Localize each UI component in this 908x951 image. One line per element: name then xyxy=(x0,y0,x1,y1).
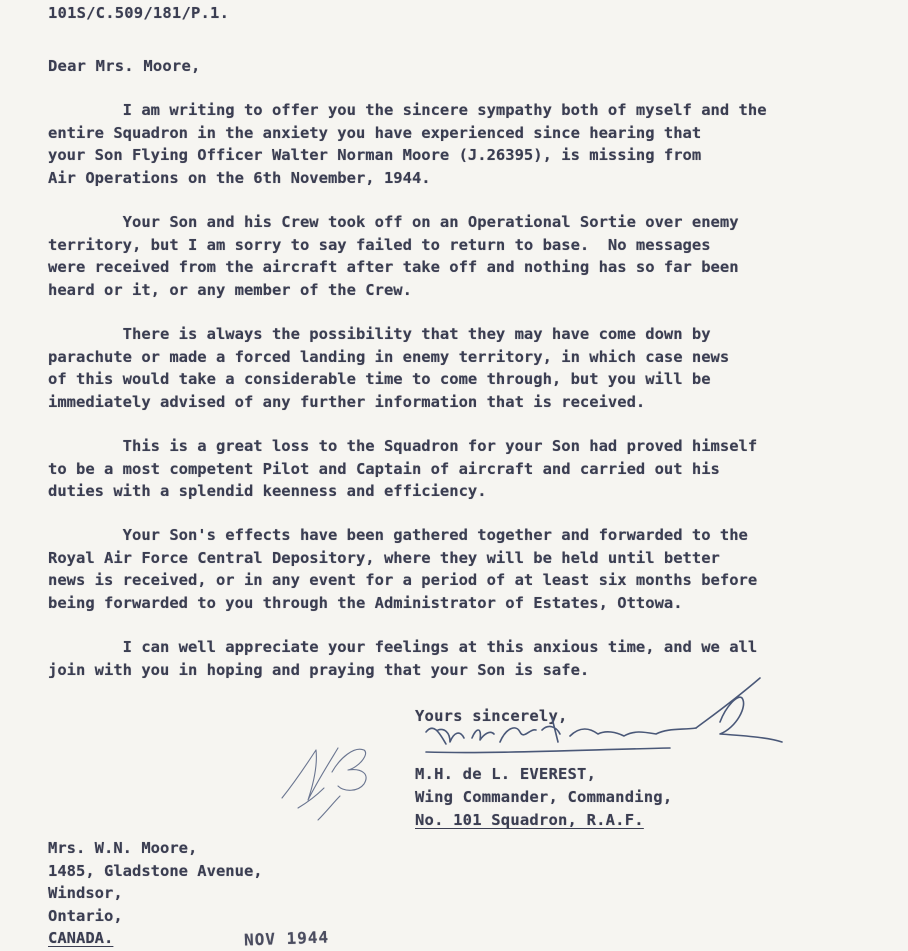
address-line: Ontario, xyxy=(48,906,123,925)
reference-number: 101S/C.509/181/P.1. xyxy=(48,4,230,22)
signature-everest xyxy=(420,672,790,777)
paragraph-5 xyxy=(48,524,898,614)
squadron-unit: No. 101 Squadron, R.A.F. xyxy=(415,811,644,829)
salutation: Dear Mrs. Moore, xyxy=(48,57,201,75)
paragraph-1 xyxy=(48,99,898,189)
paragraph-line: territory, but I am sorry to say failed to return to base. No messages xyxy=(48,235,711,254)
date-stamp: NOV 1944 xyxy=(243,927,330,950)
paragraph-line: of this would take a considerable time to come through, but you will be xyxy=(48,370,711,388)
paragraph-line: duties with a splendid keenness and efficiency. xyxy=(48,482,487,500)
paragraph-line: entire Squadron in the anxiety you have experienced since hearing that xyxy=(48,123,702,142)
paragraph-line: being forwarded to you through the Administrator of Estates, Ottowa. xyxy=(48,593,683,612)
paragraph-line: Royal Air Force Central Depository, where they will be held until better xyxy=(48,548,720,567)
paragraph-line: I can well appreciate your feelings at this anxious time, and we all xyxy=(48,638,758,656)
paragraph-line: join with you in hoping and praying that your Son is safe. xyxy=(48,660,590,679)
paragraph-line: parachute or made a forced landing in enemy territory, in which case news xyxy=(48,347,730,366)
paragraph-line: I am writing to offer you the sincere sympathy both of myself and the xyxy=(48,101,767,119)
signatory-name: M.H. de L. EVEREST, xyxy=(415,765,597,783)
paragraph-line: were received from the aircraft after take off and nothing has so far been xyxy=(48,258,739,276)
paragraph-line: Your Son's effects have been gathered together and forwarded to the xyxy=(48,526,748,544)
paragraph-3 xyxy=(48,323,898,413)
paragraph-line: immediately advised of any further information that is received. xyxy=(48,392,646,411)
paragraph-line: heard or it, or any member of the Crew. xyxy=(48,280,412,299)
paragraph-line: There is always the possibility that they may have come down by xyxy=(48,325,711,343)
recipient-address xyxy=(48,837,898,950)
paragraph-line: Your Son and his Crew took off on an Operational Sortie over enemy xyxy=(48,213,739,231)
signatory-title: Wing Commander, Commanding, xyxy=(415,788,673,806)
valediction: Yours sincerely, xyxy=(415,707,568,725)
paragraph-4 xyxy=(48,435,898,503)
paragraph-2 xyxy=(48,211,898,301)
address-line: Windsor, xyxy=(48,884,123,902)
paragraph-line: Air Operations on the 6th November, 1944. xyxy=(48,168,431,187)
paragraph-line: to be a most competent Pilot and Captain of aircraft and carried out his xyxy=(48,459,720,478)
address-line: Mrs. W.N. Moore, xyxy=(48,839,198,857)
paragraph-line: news is received, or in any event for a period of at least six months before xyxy=(48,571,758,589)
address-line: CANADA. xyxy=(48,929,114,947)
initials-scribble xyxy=(278,728,388,833)
paragraph-line: This is a great loss to the Squadron for your Son had proved himself xyxy=(48,437,758,455)
address-line: 1485, Gladstone Avenue, xyxy=(48,861,263,880)
paragraph-line: your Son Flying Officer Walter Norman Moore (J.26395), is missing from xyxy=(48,146,702,164)
